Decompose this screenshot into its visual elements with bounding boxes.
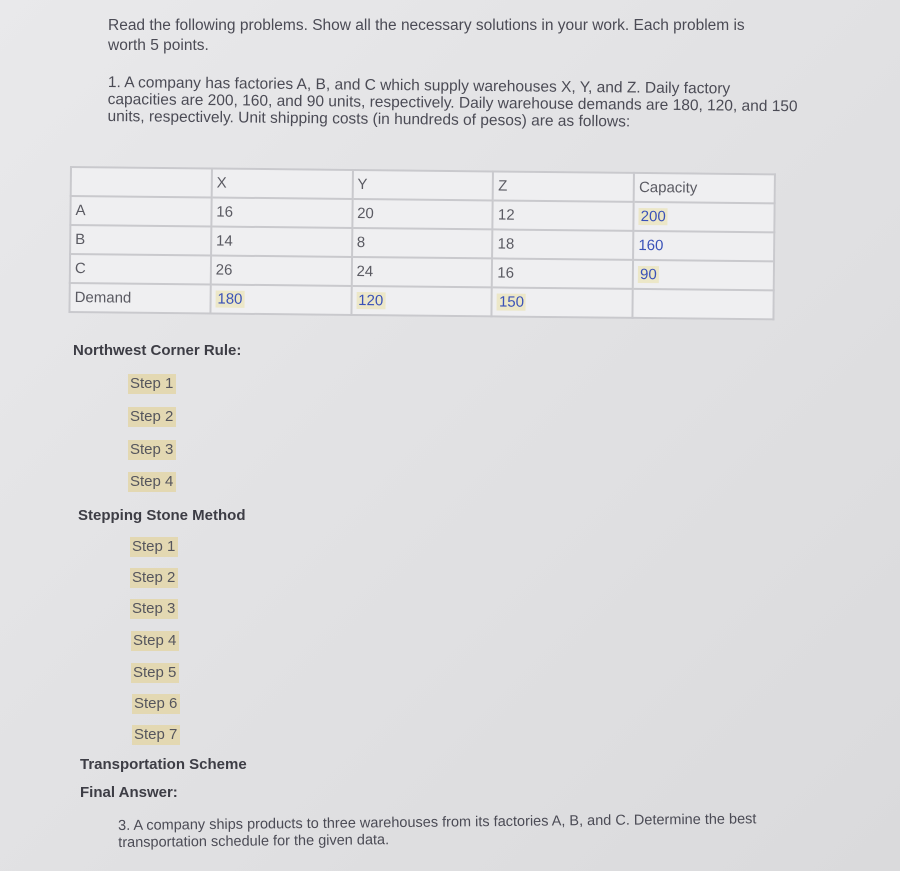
transportation-scheme-heading: Transportation Scheme (80, 756, 247, 773)
cost-b-x: 14 (215, 232, 233, 250)
instructions-text: Read the following problems. Show all the necessary solutions in your work. Each problem is worth 5 points. (108, 17, 745, 54)
header-cell-x: X (211, 168, 352, 198)
cost-cell (352, 228, 493, 258)
demand-y: 120 (358, 292, 384, 310)
cost-a-y: 20 (357, 205, 374, 223)
cost-cell (352, 199, 493, 229)
ss-step-2: Step 2 (130, 568, 178, 588)
header-cell-capacity: Capacity (634, 173, 775, 203)
nw-step-2: Step 2 (128, 407, 176, 427)
cost-b-y: 8 (356, 234, 366, 252)
cost-a-z: 12 (497, 206, 515, 224)
cost-a-x: 16 (216, 203, 234, 221)
capacity-a: 200 (640, 207, 666, 226)
row-label-demand: Demand (69, 283, 210, 313)
ss-step-5: Step 5 (131, 663, 179, 683)
cost-c-y: 24 (356, 263, 374, 281)
ss-step-6: Step 6 (132, 694, 180, 714)
problem-3-text: 3. A company ships products to three warehouses from its factories A, B, and C. Determine the best transportation schedule for the given data. (118, 811, 757, 851)
nw-step-1: Step 1 (128, 374, 176, 394)
demand-cell (492, 287, 633, 317)
table-row-demand (69, 283, 773, 319)
demand-z: 150 (498, 293, 525, 311)
cost-cell (211, 255, 352, 285)
cost-cell (492, 229, 633, 259)
demand-x: 180 (217, 290, 243, 308)
header-cell-y: Y (352, 170, 493, 200)
nw-step-4: Step 4 (128, 472, 176, 492)
cost-c-x: 26 (215, 261, 233, 279)
cost-c-z: 16 (497, 264, 515, 282)
cost-table (68, 166, 776, 320)
cost-cell (493, 200, 634, 230)
demand-cell (210, 284, 351, 314)
capacity-cell (634, 202, 775, 232)
demand-capacity-cell (633, 289, 774, 319)
row-label-c: C (70, 254, 211, 284)
cost-b-z: 18 (497, 235, 515, 253)
capacity-c: 90 (639, 265, 657, 284)
cost-cell (492, 258, 633, 288)
row-label-a: A (70, 196, 211, 226)
header-cell-corner (71, 167, 212, 197)
final-answer-label: Final Answer: (80, 784, 178, 801)
nw-step-3: Step 3 (128, 440, 176, 460)
cost-cell (211, 197, 352, 227)
cost-cell (351, 257, 492, 287)
capacity-cell (633, 231, 774, 261)
stepping-stone-heading: Stepping Stone Method (78, 507, 246, 524)
problem-1-text: 1. A company has factories A, B, and C which supply warehouses X, Y, and Z. Daily factory capacities are 200, 160, and 90 units, respectively. Daily warehouse demands are 180, 120, and 150 units, respectively. Unit shipping costs (in hundreds of pesos) are as follows: (107, 74, 798, 131)
northwest-corner-heading: Northwest Corner Rule: (73, 342, 242, 359)
capacity-b: 160 (638, 236, 664, 255)
row-label-b: B (70, 225, 211, 255)
ss-step-3: Step 3 (130, 599, 178, 619)
ss-step-4: Step 4 (131, 631, 179, 651)
capacity-cell (633, 260, 774, 290)
ss-step-7: Step 7 (132, 725, 180, 745)
ss-step-1: Step 1 (130, 537, 178, 557)
cost-cell (211, 226, 352, 256)
header-cell-z: Z (493, 171, 634, 201)
demand-cell (351, 286, 492, 316)
